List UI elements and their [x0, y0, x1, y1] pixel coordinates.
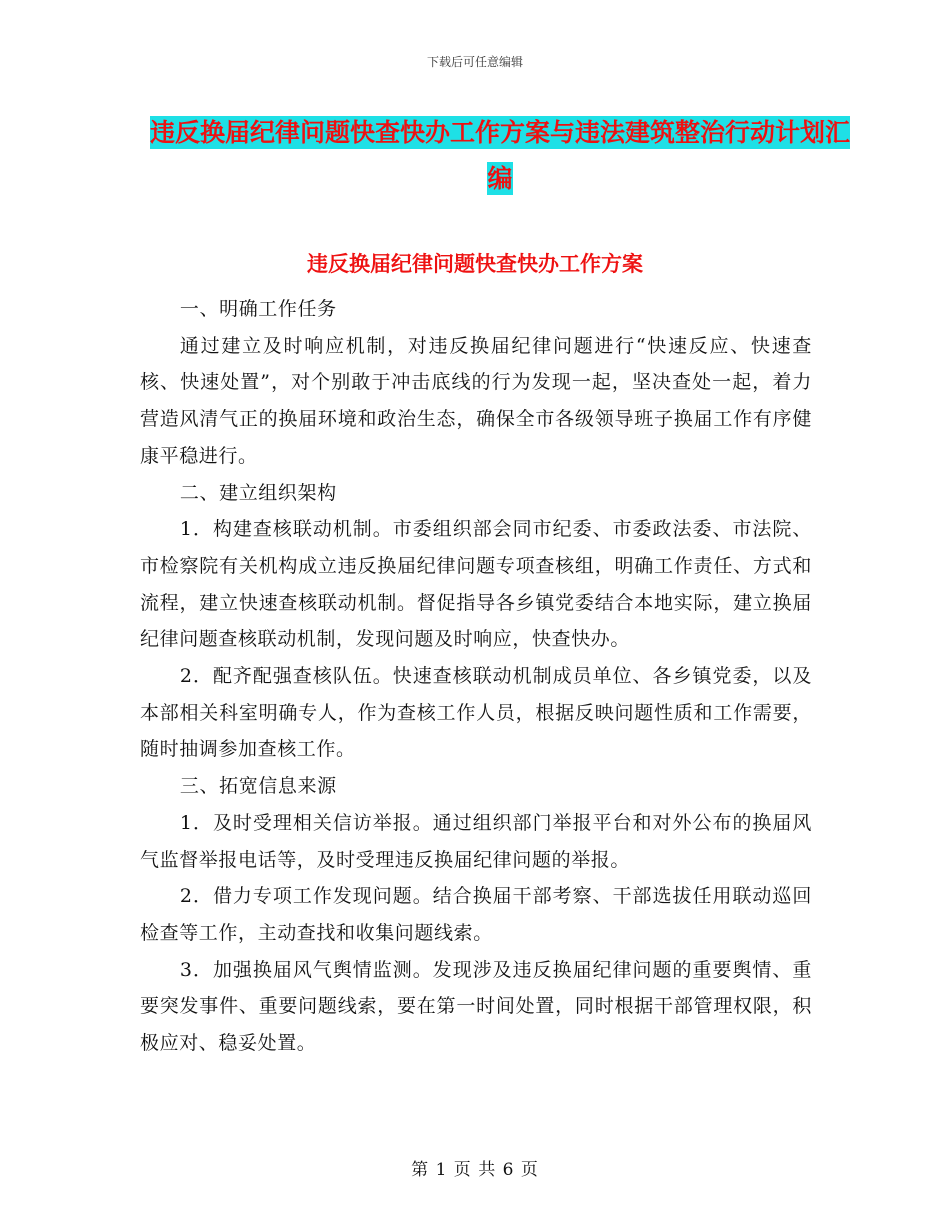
document-title: [140, 110, 860, 202]
header-note: 下载后可任意编辑: [426, 55, 523, 69]
heading-2: 二、建立组织架构: [179, 481, 337, 504]
document-body: [140, 291, 812, 1062]
paragraph: 2．配齐配强查核队伍。快速查核联动机制成员单位、各乡镇党委，以及本部相关科室明确专人，作为查核工作人员，根据反映问题性质和工作需要，随时抽调参加查核工作。: [140, 665, 812, 761]
document-title-text: 违反换届纪律问题快查快办工作方案与违法建筑整治行动计划汇编: [149, 118, 850, 193]
heading-1: 一、明确工作任务: [179, 298, 337, 320]
page-footer: 第 1 页 共 6 页: [411, 1160, 539, 1180]
paragraph: 通过建立及时响应机制，对违反换届纪律问题进行“快速反应、快速查核、快速处置”，对个别敢于冲击底线的行为发现一起，坚决查处一起，着力营造风清气正的换届环境和政治生态，确保全市各级领导班子换届工作有序健康平稳进行。: [140, 334, 812, 467]
section-title: 违反换届纪律问题快查快办工作方案: [307, 252, 643, 276]
paragraph: 3．加强换届风气舆情监测。发现涉及违反换届纪律问题的重要舆情、重要突发事件、重要问题线索，要在第一时间处置，同时根据干部管理权限，积极应对、稳妥处置。: [140, 958, 812, 1055]
paragraph: 2．借力专项工作发现问题。结合换届干部考察、干部选拔任用联动巡回检查等工作，主动查找和收集问题线索。: [140, 885, 812, 944]
paragraph: 1．构建查核联动机制。市委组织部会同市纪委、市委政法委、市法院、市检察院有关机构成立违反换届纪律问题专项查核组，明确工作责任、方式和流程，建立快速查核联动机制。督促指导各乡镇党委结合本地实际，建立换届纪律问题查核联动机制，发现问题及时响应，快查快办。: [140, 518, 812, 651]
paragraph: 1．及时受理相关信访举报。通过组织部门举报平台和对外公布的换届风气监督举报电话等，及时受理违反换届纪律问题的举报。: [140, 811, 812, 871]
heading-3: 三、拓宽信息来源: [179, 775, 337, 798]
